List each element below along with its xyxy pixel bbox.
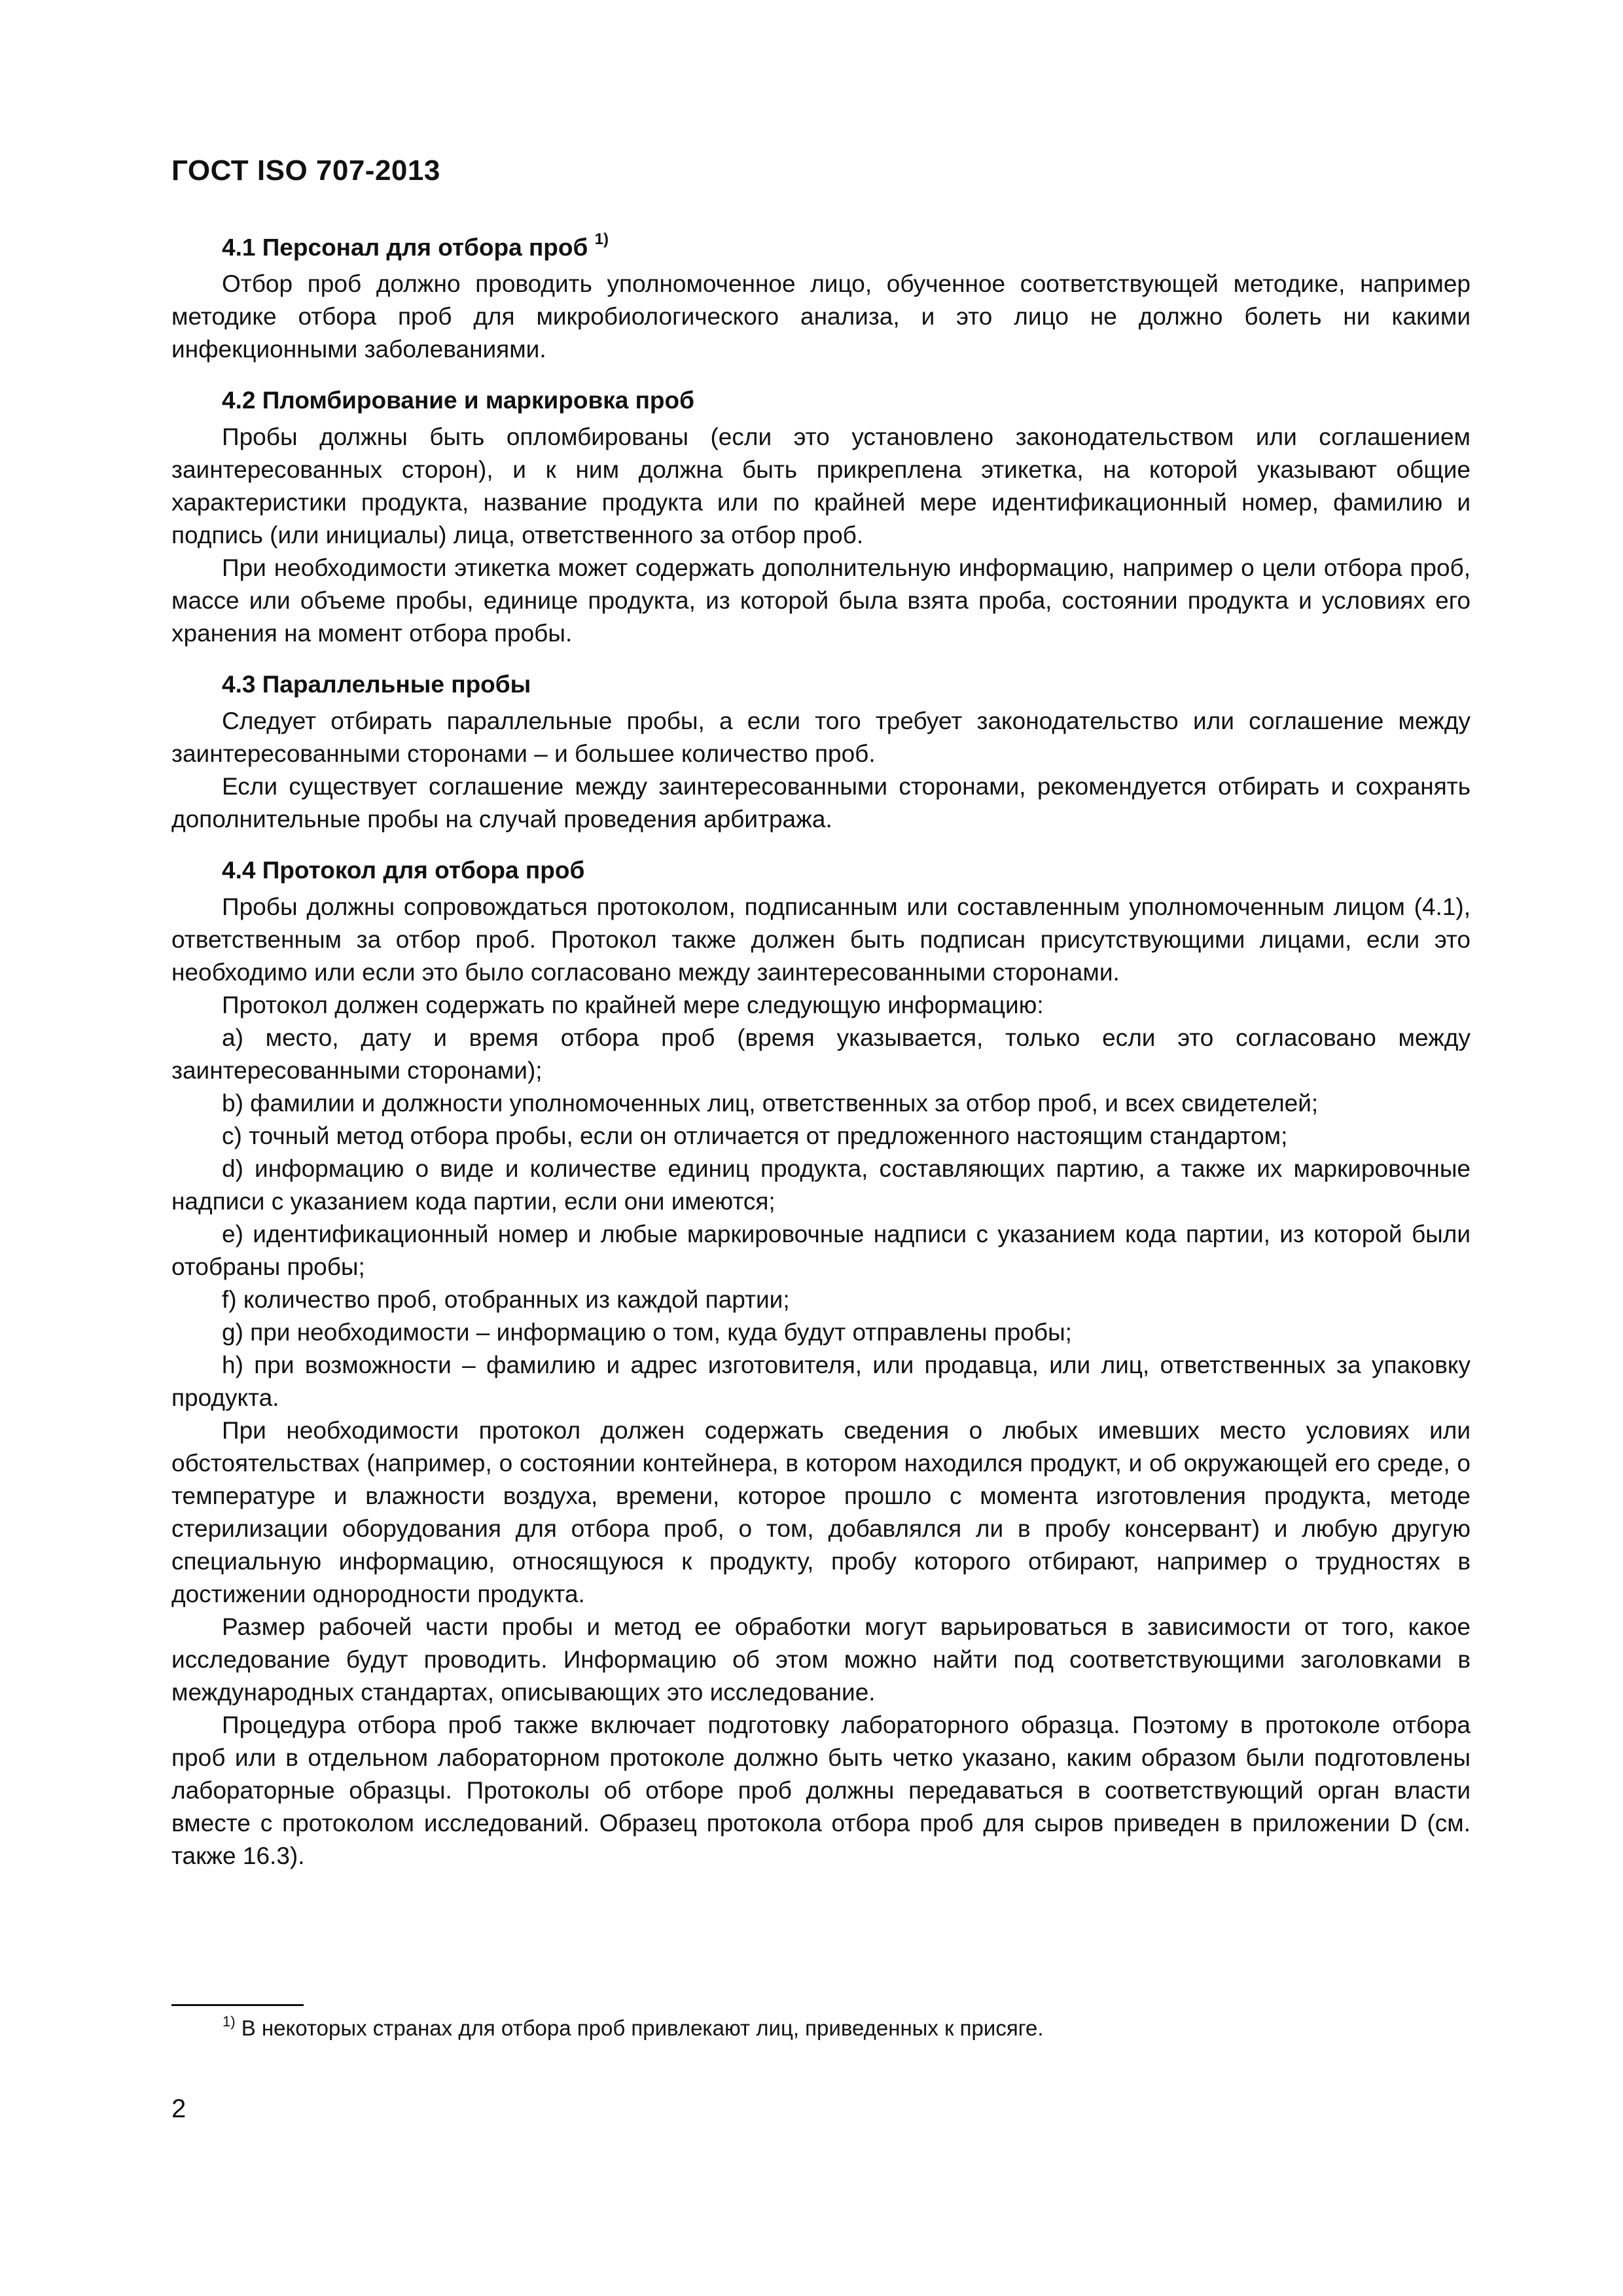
list-item: a) место, дату и время отбора проб (время указывается, только если это согласовано между заинтересованными сторонами); [171, 1024, 1471, 1085]
section-4-3 [171, 668, 1471, 836]
document-body [171, 226, 1471, 1891]
list-item: f) количество проб, отобранных из каждой партии; [222, 1286, 790, 1314]
paragraph: Если существует соглашение между заинтересованными сторонами, рекомендуется отбирать и сохранять дополнительные пробы на случай проведения арбитража. [171, 773, 1471, 833]
paragraph: Отбор проб должно проводить уполномоченное лицо, обученное соответствующей методике, например методике отбора проб для микробиологического анализа, и это лицо не должно болеть ни какими инфекционными заболеваниями. [171, 270, 1471, 363]
paragraph: Пробы должны быть опломбированы (если это установлено законодательством или соглашением заинтересованных сторон), и к ним должна быть прикреплена этикетка, на которой указывают общие характеристики продукта, название продукта или по крайней мере идентификационный номер, фамилию и подпись (или инициалы) лица, ответственного за отбор проб. [171, 423, 1471, 549]
section-4-2 [171, 384, 1471, 650]
section-4-4 [171, 854, 1471, 1873]
page-number: 2 [171, 2094, 187, 2123]
paragraph: Размер рабочей части пробы и метод ее обработки могут варьироваться в зависимости от того, какое исследование будут проводить. Информацию об этом можно найти под соответствующими заголовками в международных стандартах, описывающих это исследование. [171, 1613, 1471, 1706]
footnote [223, 2009, 1044, 2042]
footnote-marker: 1) [223, 2013, 236, 2030]
section-title [171, 226, 1471, 264]
document-header: ГОСТ ISO 707-2013 [171, 154, 440, 187]
section-title: 4.3 Параллельные пробы [222, 671, 531, 698]
section-title: 4.4 Протокол для отбора проб [222, 857, 585, 884]
paragraph: При необходимости протокол должен содержать сведения о любых имевших место условиях или обстоятельствах (например, о состоянии контейнера, в котором находился продукт, и об окружающей его среде, о температуре и влажности воздуха, времени, которое прошло с момента изготовления продукта, методе стерилизации оборудования для отбора проб, о том, добавлялся ли в пробу консервант) и любую другую специальную информацию, относящуюся к продукту, пробу которого отбирают, например о трудностях в достижении однородности продукта. [171, 1417, 1471, 1608]
footnote-ref: 1) [594, 230, 609, 248]
list-item: g) при необходимости – информацию о том, куда будут отправлены пробы; [222, 1319, 1072, 1346]
paragraph: Процедура отбора проб также включает подготовку лабораторного образца. Поэтому в протоколе отбора проб или в отдельном лабораторном протоколе должно быть четко указано, каким образом были подготовлены лабораторные образцы. Протоколы об отборе проб должны передаваться в соответствующий орган власти вместе с протоколом исследований. Образец протокола отбора проб для сыров приведен в приложении D (см. также 16.3). [171, 1712, 1471, 1870]
section-4-1 [171, 226, 1471, 366]
section-title-text: 4.1 Персонал для отбора проб [222, 234, 588, 261]
list-item: d) информацию о виде и количестве единиц продукта, составляющих партию, а также их маркировочные надписи с указанием кода партии, если они имеются; [171, 1155, 1471, 1215]
list-item: h) при возможности – фамилию и адрес изготовителя, или продавца, или лиц, ответственных за упаковку продукта. [171, 1352, 1471, 1412]
footnote-text: В некоторых странах для отбора проб привлекают лиц, приведенных к присяге. [235, 2016, 1044, 2040]
paragraph: При необходимости этикетка может содержать дополнительную информацию, например о цели отбора проб, массе или объеме пробы, единице продукта, из которой была взята проба, состоянии продукта и условиях его хранения на момент отбора пробы. [171, 554, 1471, 647]
section-title: 4.2 Пломбирование и маркировка проб [222, 387, 694, 414]
list-item: c) точный метод отбора пробы, если он отличается от предложенного настоящим стандартом; [222, 1122, 1288, 1150]
list-item: b) фамилии и должности уполномоченных лиц, ответственных за отбор проб, и всех свидетелей; [222, 1090, 1319, 1117]
footnote-separator [171, 2004, 304, 2006]
paragraph: Следует отбирать параллельные пробы, а если того требует законодательство или соглашение между заинтересованными сторонами – и большее количество проб. [171, 708, 1471, 768]
paragraph: Пробы должны сопровождаться протоколом, подписанным или составленным уполномоченным лицом (4.1), ответственным за отбор проб. Протокол также должен быть подписан присутствующими лицами, если это необходимо или если это было согласовано между заинтересованными сторонами. [171, 893, 1471, 986]
list-item: e) идентификационный номер и любые маркировочные надписи с указанием кода партии, из которой были отобраны пробы; [171, 1221, 1471, 1281]
paragraph: Протокол должен содержать по крайней мере следующую информацию: [222, 992, 1044, 1019]
